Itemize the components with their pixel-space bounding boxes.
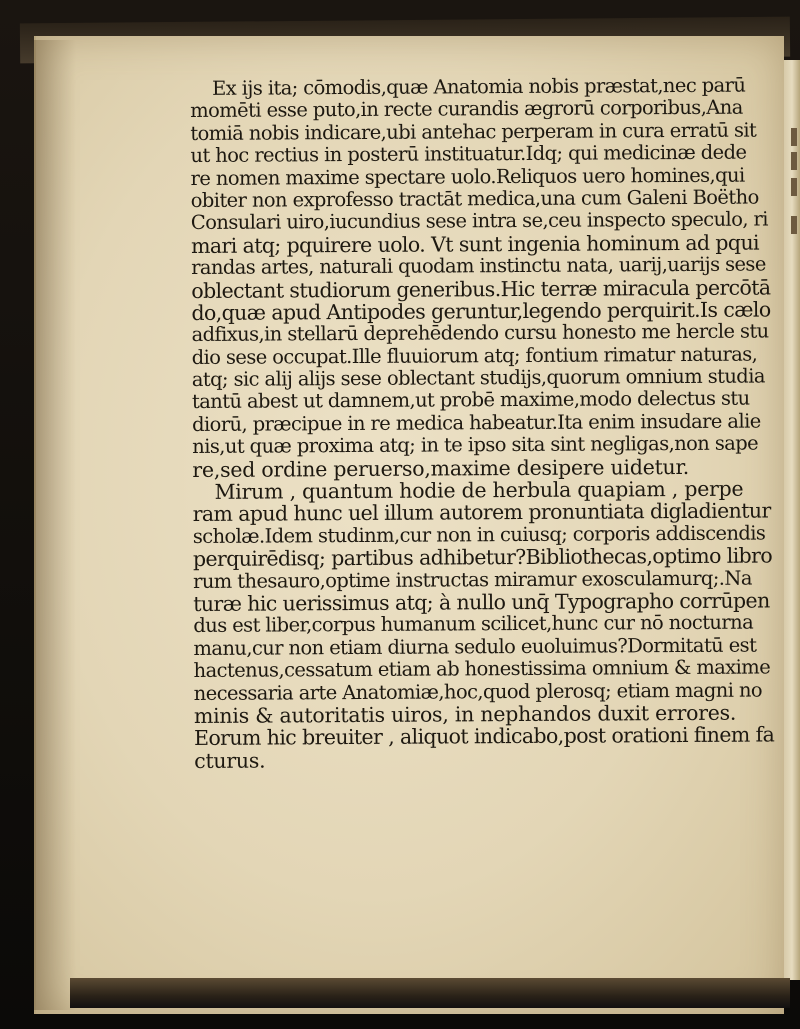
text-line: do,quæ apud Antipodes geruntur,legendo perquirit.Is cælo [191,297,771,325]
text-line: scholæ.Idem studinm,cur non in cuiusq; corporis addiscendis [192,521,766,548]
text-line: ut hoc rectius in posterū instituatur.Idq; qui medicinæ dede [190,140,747,168]
text-line: Eorum hic breuiter , aliquot indicabo,post orationi finem fa [193,722,775,751]
text-line: re,sed ordine peruerso,maxime desipere uidetur. [192,454,690,482]
body-text [190,74,774,772]
text-line: hactenus,cessatum etiam ab honestissima omnium & maxime [193,655,771,683]
text-line: dus est liber,corpus humanum scilicet,hunc cur nō nocturna [193,610,754,638]
paragraph-2 [192,477,774,772]
text-line: Ex ijs ita; cōmodis,quæ Anatomia nobis præstat,nec parū [211,73,746,100]
facing-page-text-fragment [791,152,797,170]
text-line: tantū abest ut damnem,ut probē maxime,modo delectus stu [191,387,750,414]
text-line: turæ hic uerissimus atq; à nullo unq̄ Typographo corrūpen [193,588,770,616]
text-line: manu,cur non etiam diurna sedulo euoluimus?Dormitatū est [193,633,757,660]
text-line: re nomen maxime spectare uolo.Reliquos uero homines,qui [190,163,745,190]
text-line: Mirum , quantum hodie de herbula quapiam , perpe [214,476,744,504]
text-line: nis,ut quæ proxima atq; in te ipso sita sint negligas,non sape [192,431,759,459]
text-line: tomiā nobis indicare,ubi antehac perperam in cura erratū sit [190,118,757,145]
facing-page-text-fragment [791,128,797,146]
text-line: necessaria arte Anatomiæ,hoc,quod plerosq; etiam magni no [193,678,763,705]
text-line: rum thesauro,optime instructas miramur exosculamurq;.Na [193,566,752,593]
facing-page-text-fragment [791,216,797,234]
page-gutter-shadow [34,40,76,1010]
text-line: cturus. [194,748,266,773]
text-line: diorū, præcipue in re medica habeatur.Ita enim insudare alie [192,409,761,436]
text-line: dio sese occupat.Ille fluuiorum atq; fontium rimatur naturas, [191,342,758,369]
text-line: ram apud hunc uel illum autorem pronuntiata digladientur [192,498,771,527]
text-line: atq; sic alij alijs sese oblectant studijs,quorum omnium studia [191,364,765,392]
text-line: minis & autoritatis uiros, in nephandos duxit errores. [193,700,737,728]
text-line: perquirēdisq; partibus adhibetur?Bibliothecas,optimo libro [192,543,773,572]
text-line: adfixus,in stellarū deprehēdendo cursu honesto me hercle stu [191,319,769,347]
paragraph-1 [190,74,772,481]
text-line: obiter non exprofesso tractāt medica,una cum Galeni Boëtho [190,185,759,212]
facing-page-text-fragment [791,178,797,196]
book-bottom-edge [70,978,790,1008]
text-line: momēti esse puto,in recte curandis ægrorū corporibus,Ana [190,96,743,123]
text-line: mari atq; pquirere uolo. Vt sunt ingenia hominum ad pqui [190,230,760,258]
text-line: oblectant studiorum generibus.Hic terræ miracula percōtā [191,274,771,303]
text-line: randas artes, naturali quodam instinctu nata, uarij,uarijs sese [191,252,766,280]
text-line: Consulari uiro,iucundius sese intra se,ceu inspecto speculo, ri [190,207,768,235]
